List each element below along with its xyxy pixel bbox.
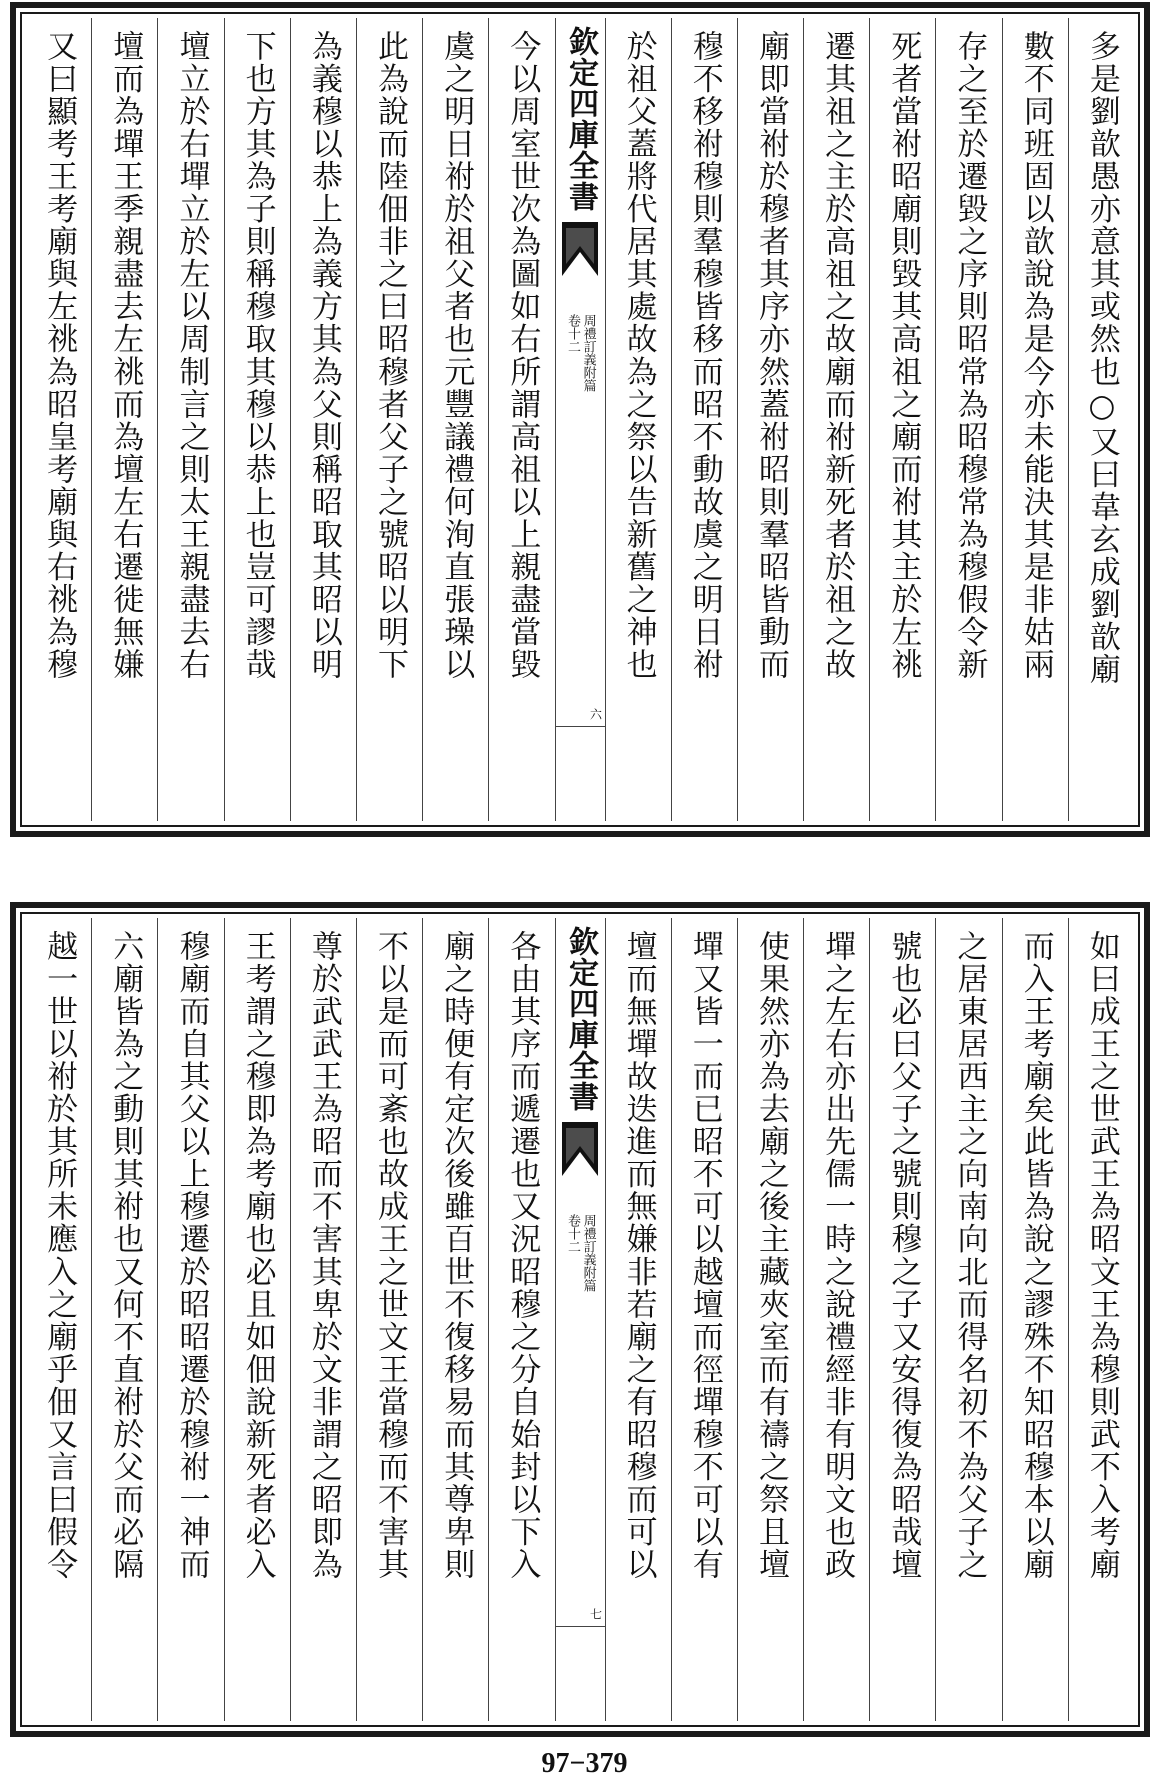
- column-text: 越一世以祔於其所未應入之廟乎佃又言曰假令: [41, 930, 78, 1581]
- column-text: 墠又皆一而已昭不可以越壇而徑墠穆不可以有: [686, 930, 723, 1581]
- center-fold: [555, 18, 605, 821]
- column-text: 今以周室世次為圖如右所謂高祖以上親盡當毀: [504, 30, 541, 681]
- text-column: [356, 18, 422, 821]
- volume-label: 卷十二: [565, 1214, 580, 1253]
- book-name: 周禮訂義附篇: [580, 1214, 596, 1292]
- column-text: 之居東居西主之向南向北而得名初不為父子之: [951, 930, 988, 1581]
- text-column: [26, 18, 91, 821]
- text-column: [1068, 918, 1134, 1721]
- text-column: [1002, 918, 1068, 1721]
- column-text: 存之至於遷毀之序則昭常為昭穆常為穆假令新: [951, 30, 988, 681]
- folio-number: 六: [556, 708, 605, 727]
- text-column: [803, 918, 869, 1721]
- text-column: [605, 18, 671, 821]
- column-text: 穆不移祔穆則羣穆皆移而昭不動故虞之明日祔: [686, 30, 723, 681]
- text-column: [803, 18, 869, 821]
- column-text: 王考謂之穆即為考廟也必且如佃說新死者必入: [239, 930, 276, 1581]
- chapter-info: [560, 1214, 601, 1292]
- text-column: [224, 18, 290, 821]
- column-text: 廟即當祔於穆者其序亦然蓋祔昭則羣昭皆動而: [752, 30, 789, 681]
- book-title: 欽定四庫全書: [563, 926, 598, 1112]
- text-column: [290, 918, 356, 1721]
- column-text: 壇而為墠王季親盡去左祧而為壇左右遷徙無嫌: [107, 30, 144, 681]
- text-column: [488, 18, 554, 821]
- text-column: [869, 918, 935, 1721]
- text-column: [157, 18, 223, 821]
- text-column: [91, 918, 157, 1721]
- chapter-info: [560, 314, 601, 392]
- column-text: 虞之明日祔於祖父者也元豐議禮何洵直張璪以: [438, 30, 475, 681]
- text-column: [224, 918, 290, 1721]
- text-column: [869, 18, 935, 821]
- text-column: [356, 918, 422, 1721]
- text-column: [935, 18, 1001, 821]
- column-text: 使果然亦為去廟之後主藏夾室而有禱之祭且壇: [752, 930, 789, 1581]
- page-panel-bottom: [10, 902, 1150, 1737]
- page-panel-top: [10, 2, 1150, 837]
- book-title: 欽定四庫全書: [563, 26, 598, 212]
- column-text: 號也必曰父子之號則穆之子又安得復為昭哉壇: [885, 930, 922, 1581]
- text-column: [290, 18, 356, 821]
- column-text: 穆廟而自其父以上穆遷於昭昭遷於穆祔一神而: [173, 930, 210, 1581]
- column-text: 數不同班固以歆說為是今亦未能決其是非姑兩: [1017, 30, 1054, 681]
- text-column: [1002, 18, 1068, 821]
- text-column: [157, 918, 223, 1721]
- text-column: [1068, 18, 1134, 821]
- column-text: 廟之時便有定次後雖百世不復移易而其尊卑則: [438, 930, 475, 1581]
- text-column: [935, 918, 1001, 1721]
- text-column: [91, 18, 157, 821]
- column-text: 下也方其為子則稱穆取其穆以恭上也豈可謬哉: [239, 30, 276, 681]
- column-text: 多是劉歆愚亦意其或然也○又曰韋玄成劉歆廟: [1083, 30, 1120, 686]
- text-column: [671, 18, 737, 821]
- column-text: 死者當祔昭廟則毀其高祖之廟而祔其主於左祧: [885, 30, 922, 681]
- text-column: [26, 918, 91, 1721]
- column-text: 壇而無墠故迭進而無嫌非若廟之有昭穆而可以: [620, 930, 657, 1581]
- center-fold: [555, 918, 605, 1721]
- page-number: 97−379: [541, 1748, 628, 1779]
- column-text: 而入王考廟矣此皆為說之謬殊不知昭穆本以廟: [1017, 930, 1054, 1581]
- text-column: [737, 18, 803, 821]
- text-columns: [26, 18, 1134, 821]
- book-name: 周禮訂義附篇: [580, 314, 596, 392]
- text-columns: [26, 918, 1134, 1721]
- column-text: 於祖父蓋將代居其處故為之祭以告新舊之神也: [620, 30, 657, 681]
- column-text: 如曰成王之世武王為昭文王為穆則武不入考廟: [1083, 930, 1120, 1581]
- text-column: [737, 918, 803, 1721]
- volume-label: 卷十二: [565, 314, 580, 353]
- column-text: 尊於武武王為昭而不害其卑於文非謂之昭即為: [305, 930, 342, 1581]
- column-text: 此為說而陸佃非之曰昭穆者父子之號昭以明下: [372, 30, 409, 681]
- column-text: 又曰顯考王考廟與左祧為昭皇考廟與右祧為穆: [41, 30, 78, 681]
- column-text: 壇立於右墠立於左以周制言之則太王親盡去右: [173, 30, 210, 681]
- column-text: 為義穆以恭上為義方其為父則稱昭取其昭以明: [305, 30, 342, 681]
- text-column: [605, 918, 671, 1721]
- column-text: 不以是而可紊也故成王之世文王當穆而不害其: [372, 930, 409, 1581]
- text-column: [671, 918, 737, 1721]
- fishtail-ornament-icon: [562, 222, 598, 276]
- text-column: [488, 918, 554, 1721]
- folio-number: 七: [556, 1608, 605, 1627]
- fishtail-ornament-icon: [562, 1122, 598, 1176]
- column-text: 遷其祖之主於高祖之故廟而祔新死者於祖之故: [819, 30, 856, 681]
- column-text: 墠之左右亦出先儒一時之說禮經非有明文也政: [819, 930, 856, 1581]
- text-column: [422, 18, 488, 821]
- column-text: 各由其序而遞遷也又況昭穆之分自始封以下入: [504, 930, 541, 1581]
- text-column: [422, 918, 488, 1721]
- column-text: 六廟皆為之動則其祔也又何不直祔於父而必隔: [107, 930, 144, 1581]
